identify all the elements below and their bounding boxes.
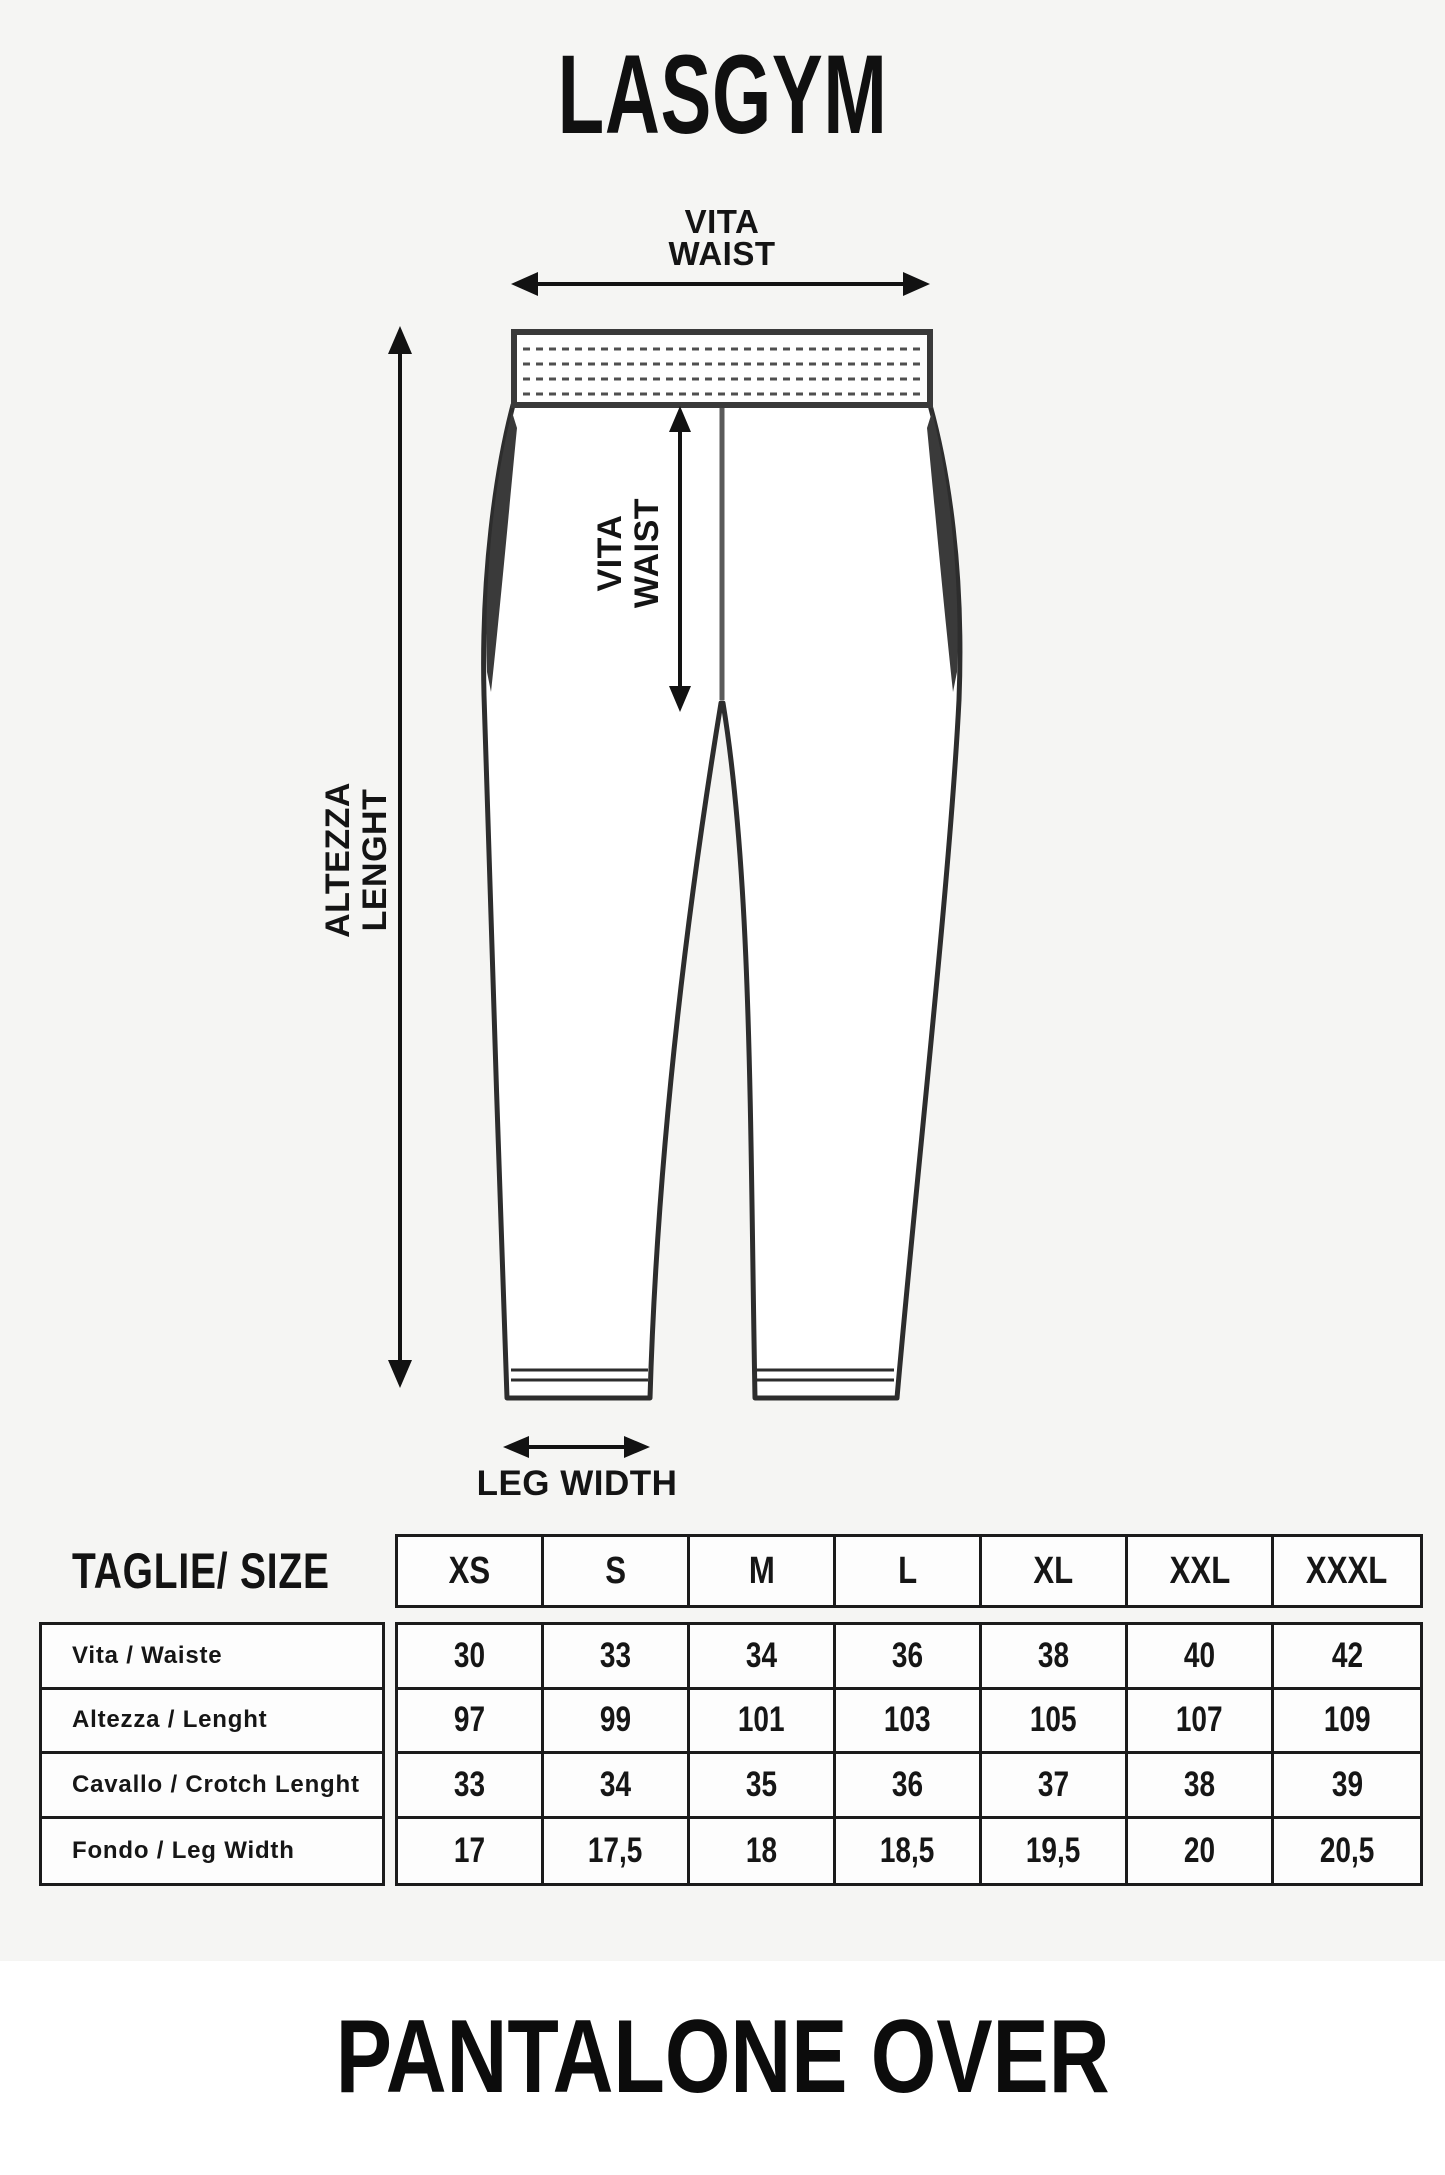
row-label-waist: Vita / Waiste [42, 1625, 382, 1690]
table-cell: 17,5 [544, 1819, 690, 1884]
length-label [320, 782, 394, 938]
table-cell: 17 [398, 1819, 544, 1884]
table-cell: 40 [1128, 1625, 1274, 1690]
length-label-line2: LENGHT [356, 788, 394, 932]
size-header-cell-xxl: XXL [1128, 1537, 1274, 1605]
table-cell: 109 [1274, 1690, 1420, 1755]
table-cell: 38 [982, 1625, 1128, 1690]
size-header-cell-l: L [836, 1537, 982, 1605]
leg-width-arrow [503, 1436, 650, 1458]
length-label-line1: ALTEZZA [319, 782, 357, 938]
size-header-cell-xs: XS [398, 1537, 544, 1605]
waist-width-arrow [511, 272, 930, 296]
table-cell: 18,5 [836, 1819, 982, 1884]
product-title-text: PANTALONE OVER [335, 1999, 1110, 2115]
waist-top-label-line1: VITA [684, 203, 760, 240]
leg-width-label: LEG WIDTH [476, 1464, 678, 1503]
waist-top-label-line2: WAIST [668, 235, 776, 272]
table-cell: 101 [690, 1690, 836, 1755]
table-cell: 39 [1274, 1754, 1420, 1819]
waist-inner-label-line1: VITA [591, 514, 629, 592]
table-cell: 38 [1128, 1754, 1274, 1819]
row-label-length: Altezza / Lenght [42, 1690, 382, 1755]
row-label-crotch: Cavallo / Crotch Lenght [42, 1754, 382, 1819]
size-header-cell-xl: XL [982, 1537, 1128, 1605]
size-header-cell-s: S [544, 1537, 690, 1605]
table-cell: 35 [690, 1754, 836, 1819]
size-table-row-labels [39, 1622, 385, 1886]
table-cell: 34 [544, 1754, 690, 1819]
table-cell: 34 [690, 1625, 836, 1690]
waist-inner-label-line2: WAIST [628, 497, 666, 609]
brand-title [0, 30, 1445, 159]
table-cell: 33 [398, 1754, 544, 1819]
size-table-title: TAGLIE/ SIZE [72, 1543, 330, 1599]
table-cell: 105 [982, 1690, 1128, 1755]
table-cell: 30 [398, 1625, 544, 1690]
table-cell: 18 [690, 1819, 836, 1884]
table-cell: 20 [1128, 1819, 1274, 1884]
size-table-header-row [395, 1534, 1423, 1608]
waist-top-label [472, 203, 972, 272]
table-cell: 97 [398, 1690, 544, 1755]
table-cell: 103 [836, 1690, 982, 1755]
table-cell: 42 [1274, 1625, 1420, 1690]
size-header-cell-m: M [690, 1537, 836, 1605]
waist-inner-label [592, 498, 666, 608]
table-cell: 99 [544, 1690, 690, 1755]
size-header-cell-xxxl: XXXL [1306, 1549, 1388, 1592]
table-cell: 36 [836, 1625, 982, 1690]
product-title [0, 1998, 1445, 2117]
table-cell: 37 [982, 1754, 1128, 1819]
size-table-values [395, 1622, 1423, 1886]
table-cell: 19,5 [982, 1819, 1128, 1884]
table-cell: 20,5 [1319, 1830, 1375, 1870]
brand-title-text: LASGYM [557, 32, 888, 157]
table-cell: 33 [544, 1625, 690, 1690]
table-cell: 107 [1128, 1690, 1274, 1755]
row-label-leg-width: Fondo / Leg Width [72, 1836, 295, 1864]
table-cell: 36 [836, 1754, 982, 1819]
